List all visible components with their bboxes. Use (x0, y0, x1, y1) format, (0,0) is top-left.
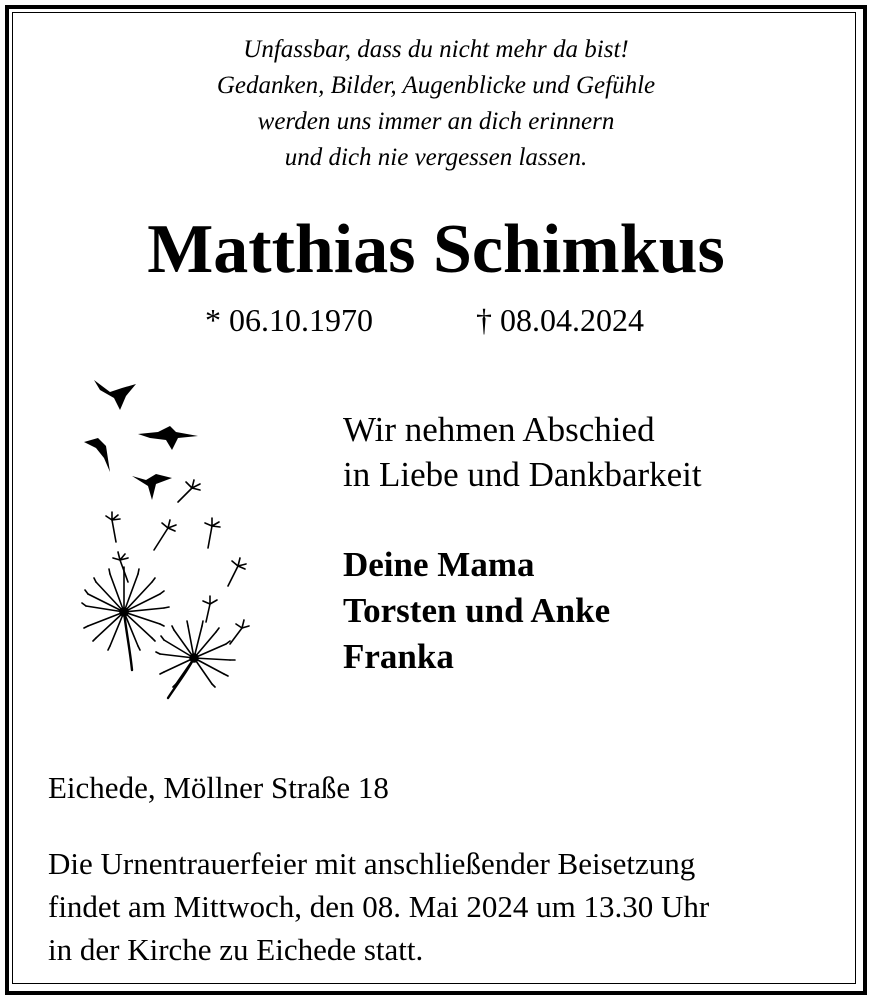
deceased-name: Matthias Schimkus (147, 211, 725, 288)
family-member: Franka (343, 637, 454, 676)
verse-line: werden uns immer an dich erinnern (257, 108, 615, 135)
farewell-text (343, 407, 702, 497)
farewell-line: in Liebe und Dankbarkeit (343, 455, 702, 494)
family-signatures (343, 542, 610, 680)
dandelion-birds-icon (70, 360, 270, 710)
farewell-line: Wir nehmen Abschied (343, 410, 655, 449)
death-date: † 08.04.2024 (476, 302, 644, 338)
family-member: Deine Mama (343, 545, 535, 584)
birth-date: * 06.10.1970 (205, 302, 373, 338)
verse-line: Unfassbar, dass du nicht mehr da bist! (243, 36, 629, 63)
memorial-verse (0, 32, 872, 176)
family-member: Torsten und Anke (343, 591, 611, 630)
ceremony-line: Die Urnentrauerfeier mit anschließender Beisetzung (48, 846, 696, 881)
address: Eichede, Möllner Straße 18 (48, 770, 389, 805)
ceremony-line: findet am Mittwoch, den 08. Mai 2024 um 13.30 Uhr (48, 889, 710, 924)
ceremony-line: in der Kirche zu Eichede statt. (48, 932, 424, 967)
verse-line: und dich nie vergessen lassen. (284, 144, 588, 171)
ceremony-notice (48, 842, 709, 971)
verse-line: Gedanken, Bilder, Augenblicke und Gefühle (216, 72, 656, 99)
